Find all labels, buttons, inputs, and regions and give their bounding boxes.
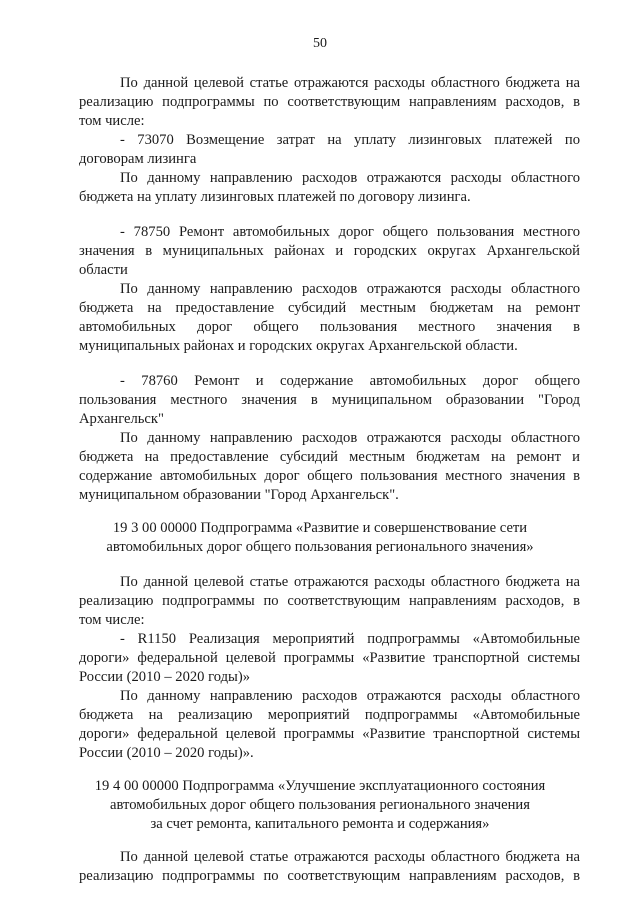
text-line: том числе: — [79, 113, 145, 129]
text-line: бюджета на предоставление субсидий местным бюджетам на ремонт — [79, 300, 580, 316]
section-heading: за счет ремонта, капитального ремонта и содержания» — [150, 816, 490, 832]
text-line: значения в муниципальных районах и городских округах Архангельской — [79, 243, 580, 259]
text-line: По данной целевой статье отражаются расходы областного бюджета на — [120, 574, 580, 590]
text-line: дороги» федеральной целевой программы «Развитие транспортной системы — [79, 726, 580, 742]
text-line: России (2010 – 2020 годы)». — [79, 745, 254, 761]
text-line: бюджета на реализацию мероприятий подпрограммы «Автомобильные — [79, 707, 580, 723]
section-heading: 19 3 00 00000 Подпрограмма «Развитие и совершенствование сети — [112, 520, 528, 536]
text-line: - 78750 Ремонт автомобильных дорог общего пользования местного — [120, 224, 580, 240]
text-line: содержание автомобильных дорог общего пользования местного значения в — [79, 468, 580, 484]
page-number: 50 — [313, 36, 327, 51]
text-line: муниципальном образовании "Город Архангельск". — [79, 487, 399, 503]
text-line: бюджета на предоставление субсидий местным бюджетам на ремонт и — [79, 449, 580, 465]
text-line: - R1150 Реализация мероприятий подпрограммы «Автомобильные — [120, 631, 580, 647]
text-line: дороги» федеральной целевой программы «Развитие транспортной системы — [79, 650, 580, 666]
text-line: По данному направлению расходов отражаются расходы областного — [120, 430, 580, 446]
text-line: реализацию подпрограммы по соответствующим направлениям расходов, в — [79, 94, 580, 110]
text-line: реализацию подпрограммы по соответствующим направлениям расходов, в — [79, 593, 580, 609]
text-line: По данной целевой статье отражаются расходы областного бюджета на — [120, 849, 580, 865]
section-heading: автомобильных дорог общего пользования регионального значения» — [106, 539, 534, 555]
text-line: реализацию подпрограммы по соответствующим направлениям расходов, в — [79, 868, 580, 884]
text-line: - 78760 Ремонт и содержание автомобильных дорог общего — [120, 373, 580, 389]
text-line: том числе: — [79, 612, 145, 628]
text-line: бюджета на уплату лизинговых платежей по договору лизинга. — [79, 189, 471, 205]
text-line: пользования местного значения в муниципальном образовании "Город — [79, 392, 580, 408]
text-line: По данному направлению расходов отражаются расходы областного — [120, 281, 580, 297]
text-line: России (2010 – 2020 годы)» — [79, 669, 250, 685]
text-line: муниципальных районах и городских округах Архангельской области. — [79, 338, 518, 354]
text-line: По данному направлению расходов отражаются расходы областного — [120, 170, 580, 186]
section-heading: автомобильных дорог общего пользования регионального значения — [110, 797, 530, 813]
text-line: По данному направлению расходов отражаются расходы областного — [120, 688, 580, 704]
text-line: Архангельск" — [79, 411, 164, 427]
text-line: - 73070 Возмещение затрат на уплату лизинговых платежей по — [120, 132, 580, 148]
text-line: автомобильных дорог общего пользования местного значения в — [79, 319, 580, 335]
text-line: По данной целевой статье отражаются расходы областного бюджета на — [120, 75, 580, 91]
section-heading: 19 4 00 00000 Подпрограмма «Улучшение эксплуатационного состояния — [94, 778, 546, 794]
text-line: договорам лизинга — [79, 151, 197, 167]
text-line: области — [79, 262, 128, 278]
